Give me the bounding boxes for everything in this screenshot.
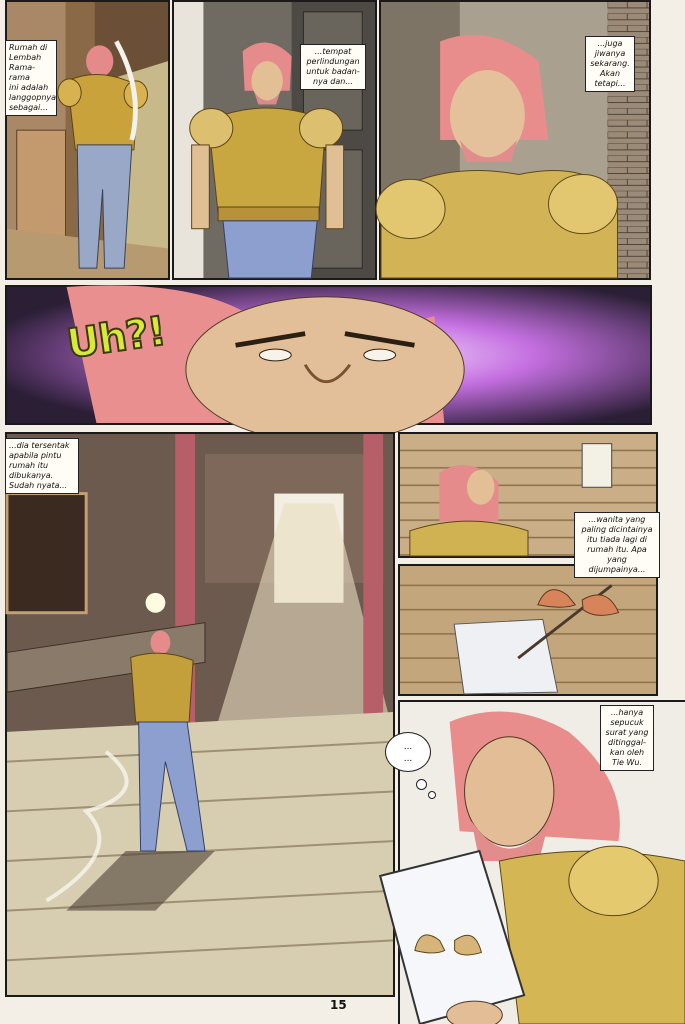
thought-bubble-tail-dot xyxy=(428,791,436,799)
caption-panel-1: Rumah di Lembah Rama-rama ini adalah langgopnya sebagai... xyxy=(5,40,57,116)
caption-panel-8: ...hanya sepucuk surat yang ditinggal- kan oleh Tie Wu. xyxy=(600,705,654,771)
thought-bubble-tail-dot xyxy=(416,779,427,790)
panel-1 xyxy=(5,0,170,280)
panel-8 xyxy=(398,700,685,1024)
caption-panel-3: ...juga jiwanya sekarang. Akan tetapi... xyxy=(585,36,635,92)
caption-panel-6: ...wanita yang paling dicintainya itu tiada lagi di rumah itu. Apa yang dijumpainya... xyxy=(574,512,660,578)
thought-bubble: ... ... xyxy=(385,732,431,772)
panel-4 xyxy=(5,285,652,425)
panel-5 xyxy=(5,432,395,997)
caption-panel-2: ...tempat perlindungan untuk badan- nya dan... xyxy=(300,44,366,90)
panel-7-art xyxy=(400,566,656,694)
panel-3 xyxy=(379,0,651,280)
panel-5-art xyxy=(7,434,393,995)
panel-6 xyxy=(398,432,658,574)
caption-panel-5: ...dia tersentak apabila pintu rumah itu dibukanya. Sudah nyata... xyxy=(5,438,79,494)
panel-7 xyxy=(398,564,658,696)
panel-2 xyxy=(172,0,377,280)
page-number: 15 xyxy=(330,998,347,1012)
sound-effect-text: Uh?! xyxy=(64,308,169,368)
